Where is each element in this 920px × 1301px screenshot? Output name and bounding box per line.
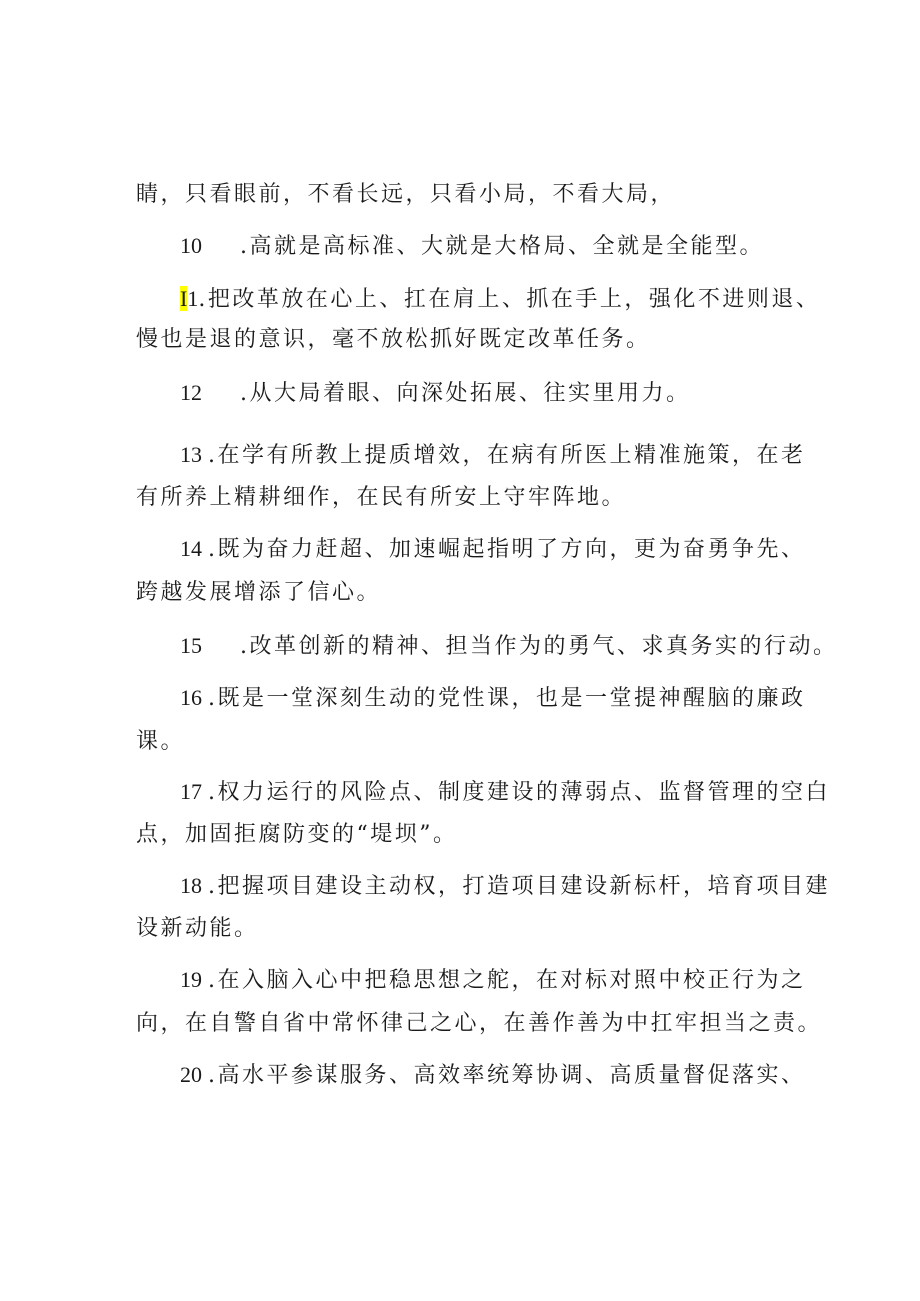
text-line xyxy=(136,727,185,757)
list-item-20 xyxy=(180,1060,806,1091)
line-text: 慢也是退的意识，毫不放松抓好既定改革任务。 xyxy=(136,327,651,352)
line-text: 点，加固拒腐防变的“堤坝”。 xyxy=(136,822,458,847)
text-line xyxy=(136,325,651,355)
line-text: 向，在自警自省中常怀律己之心，在善作善为中扛牢担当之责。 xyxy=(136,1011,823,1036)
line-text: .高就是高标准、大就是大格局、全就是全能型。 xyxy=(240,234,764,259)
line-text: .权力运行的风险点、制度建设的薄弱点、监督管理的空白 xyxy=(208,780,830,805)
item-number xyxy=(180,284,198,314)
line-text: 设新动能。 xyxy=(136,916,259,941)
list-item-11 xyxy=(180,284,820,315)
list-item-17 xyxy=(180,777,830,808)
list-item-13 xyxy=(180,440,806,471)
item-number: 20 xyxy=(180,1062,202,1087)
item-number: 18 xyxy=(180,873,202,898)
list-item-16 xyxy=(180,683,806,714)
text-line xyxy=(136,914,259,944)
line-text: 课。 xyxy=(136,729,186,754)
list-item-18 xyxy=(180,871,830,902)
item-number: 19 xyxy=(180,967,202,992)
line-text: .把改革放在心上、扛在肩上、抓在手上，强化不进则退、 xyxy=(198,287,821,312)
list-item-15 xyxy=(180,631,838,662)
line-text: .把握项目建设主动权，打造项目建设新标杆，培育项目建 xyxy=(208,874,830,899)
text-line xyxy=(136,1009,822,1039)
item-number: 13 xyxy=(180,442,202,467)
item-number: 10 xyxy=(180,233,202,258)
line-text: .高水平参谋服务、高效率统筹协调、高质量督促落实、 xyxy=(208,1063,806,1088)
line-text: .从大局着眼、向深处拓展、往实里用力。 xyxy=(240,381,691,406)
list-item-10 xyxy=(180,231,764,262)
text-line xyxy=(136,180,675,210)
text-line xyxy=(136,483,626,513)
item-number: 12 xyxy=(180,380,202,405)
line-text: .在学有所教上提质增效，在病有所医上精准施策，在老 xyxy=(208,443,806,468)
highlighted-character: I xyxy=(180,286,188,311)
line-text: 睛，只看眼前，不看长远，只看小局，不看大局， xyxy=(136,182,676,207)
line-text: .既是一堂深刻生动的党性课，也是一堂提神醒脑的廉政 xyxy=(208,686,806,711)
list-item-12 xyxy=(180,378,691,409)
item-number: 16 xyxy=(180,685,202,710)
item-number-rest: 1 xyxy=(187,286,199,311)
line-text: .既为奋力赶超、加速崛起指明了方向，更为奋勇争先、 xyxy=(208,537,806,562)
line-text: 有所养上精耕细作，在民有所安上守牢阵地。 xyxy=(136,485,627,510)
line-text: .改革创新的精神、担当作为的勇气、求真务实的行动。 xyxy=(240,634,838,659)
line-text: .在入脑入心中把稳思想之舵，在对标对照中校正行为之 xyxy=(208,968,806,993)
text-line xyxy=(136,578,381,608)
list-item-14 xyxy=(180,534,806,565)
item-number: 17 xyxy=(180,779,202,804)
text-line xyxy=(136,820,458,850)
line-text: 跨越发展增添了信心。 xyxy=(136,580,382,605)
list-item-19 xyxy=(180,965,806,996)
item-number: 14 xyxy=(180,536,202,561)
item-number: 15 xyxy=(180,633,202,658)
